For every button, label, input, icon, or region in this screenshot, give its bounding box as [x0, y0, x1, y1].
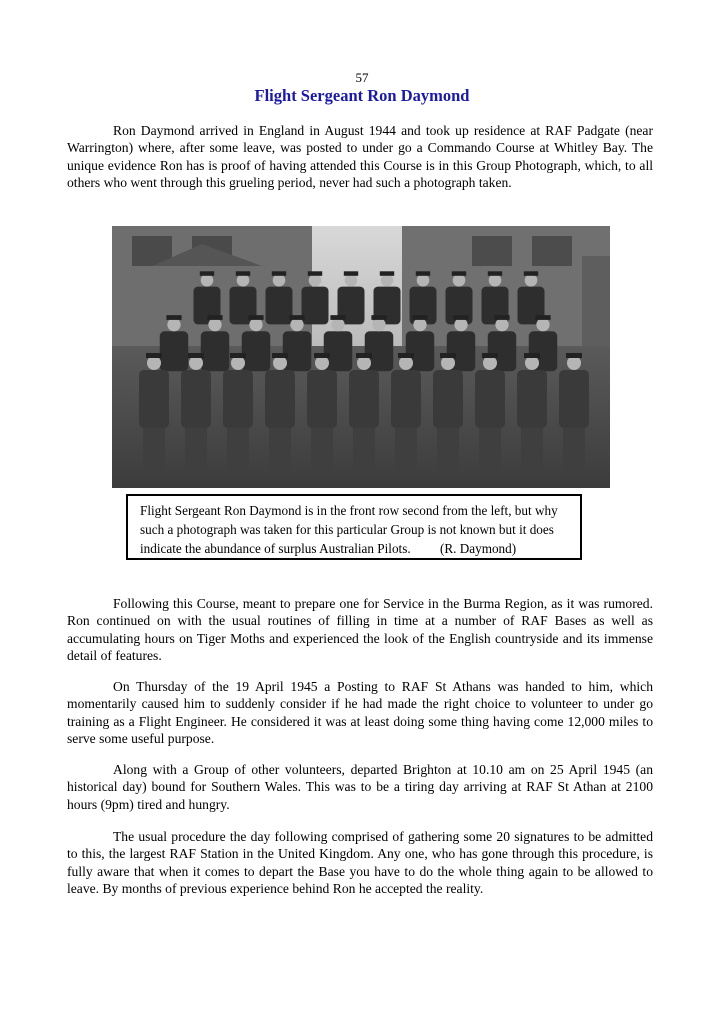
photo-figure	[517, 353, 547, 476]
page-number: 57	[355, 70, 369, 85]
photo-caption	[126, 494, 582, 560]
photo-figure	[559, 353, 589, 476]
photo-figure	[475, 353, 505, 476]
paragraph-3: On Thursday of the 19 April 1945 a Posting to RAF St Athans was handed to him, which momentarily caused him to suddenly consider if he had made the right choice to volunteer to under go training as a Flight Engineer. He considered it was at least doing some thing having come 12,000 miles to serve some useful purpose.	[67, 679, 653, 747]
photo-figure	[391, 353, 421, 476]
photo-figure	[265, 353, 295, 476]
paragraph-4: Along with a Group of other volunteers, departed Brighton at 10.10 am on 25 April 1945 (an historical day) bound for Southern Wales. This was to be a tiring day arriving at RAF St Athan at 2100 hours (9pm) tired and hungry.	[67, 762, 653, 812]
photo-figure	[433, 353, 463, 476]
paragraph-5: The usual procedure the day following comprised of gathering some 20 signatures to be admitted to this, the largest RAF Station in the United Kingdom. Any one, who has gone through this procedure, is fully aware that when it comes to depart the Base you have to do the whole thing again to be allowed to leave. By months of previous experience behind Ron he accepted the reality.	[67, 829, 653, 897]
paragraph-1: Ron Daymond arrived in England in August 1944 and took up residence at RAF Padgate (near Warrington) where, after some leave, was posted to under go a Commando Course at Whitley Bay. The unique evidence Ron has is proof of having attended this Course is in this Group Photograph, which, to all others who went through this grueling period, never had such a photograph taken.	[67, 123, 653, 191]
photo-figure	[349, 353, 379, 476]
photo-figure	[307, 353, 337, 476]
page-title: Flight Sergeant Ron Daymond	[254, 86, 470, 105]
caption-text: Flight Sergeant Ron Daymond is in the front row second from the left, but why such a photograph was taken for this particular Group is not known but it does indicate the abundance of surplus Australian Pilots.	[140, 503, 558, 556]
group-photograph	[112, 226, 610, 488]
photo-figure	[223, 353, 253, 476]
photo-figure	[181, 353, 211, 476]
paragraph-2: Following this Course, meant to prepare one for Service in the Burma Region, as it was rumored. Ron continued on with the usual routines of filling in time at a number of RAF Bases as well as accumulating hours on Tiger Moths and experienced the look of the English countryside and its immense detail of features.	[67, 596, 653, 664]
photo-figure	[139, 353, 169, 476]
caption-credit: (R. Daymond)	[439, 541, 517, 556]
